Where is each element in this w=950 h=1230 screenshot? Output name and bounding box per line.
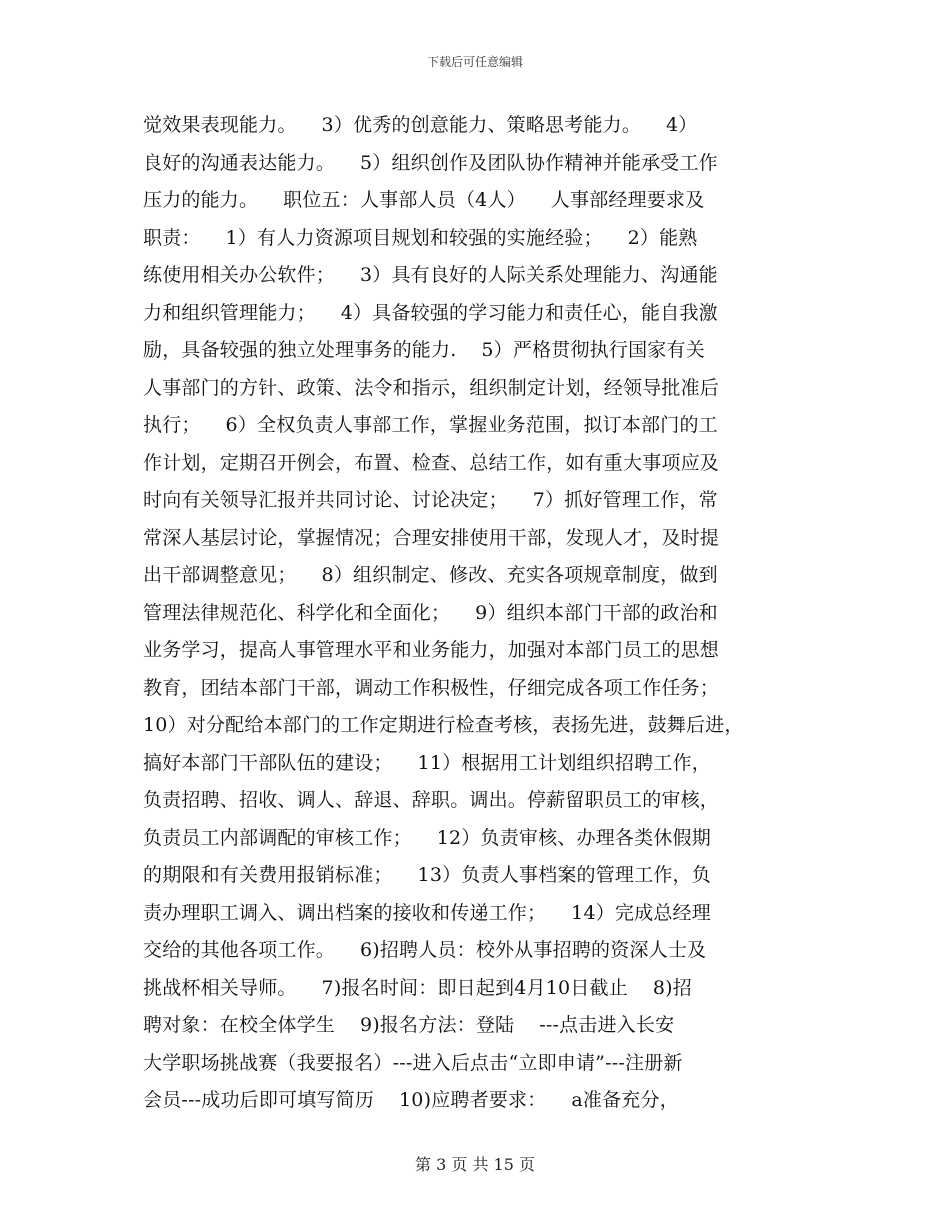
text-line: 良好的沟通表达能力。 5）组织创作及团队协作精神并能承受工作: [143, 151, 718, 174]
text-line: 会员---成功后即可填写简历 10)应聘者要求： a准备充分，: [143, 1089, 679, 1111]
text-line: 责办理职工调入、调出档案的接收和传递工作； 14）完成总经理: [143, 901, 711, 924]
text-line: 业务学习，提高人事管理水平和业务能力，加强对本部门员工的思想: [143, 639, 720, 661]
text-line: 挑战杯相关导师。 7)报名时间：即日起到4月10日截止 8)招: [143, 976, 692, 999]
text-line: 力和组织管理能力； 4）具备较强的学习能力和责任心，能自我激: [143, 301, 718, 324]
text-line: 觉效果表现能力。 3）优秀的创意能力、策略思考能力。 4）: [143, 114, 698, 136]
document-body: [143, 107, 833, 1120]
text-line: 出干部调整意见； 8）组织制定、修改、充实各项规章制度，做到: [143, 564, 718, 586]
page-header: 下载后可任意编辑: [426, 55, 523, 69]
text-line: 交给的其他各项工作。 6)招聘人员：校外从事招聘的资深人士及: [143, 939, 707, 961]
text-line: 人事部门的方针、政策、法令和指示，组织制定计划，经领导批准后: [143, 376, 720, 399]
text-line: 教育，团结本部门干部，调动工作积极性，仔细完成各项工作任务；: [143, 676, 720, 699]
text-line: 执行； 6）全权负责人事部工作，掌握业务范围，拟订本部门的工: [143, 414, 718, 436]
text-line: 作计划，定期召开例会，布置、检查、总结工作，如有重大事项应及: [143, 451, 720, 474]
text-line: 负责招聘、招收、调人、辞退、辞职。调出。停薪留职员工的审核，: [143, 789, 720, 811]
text-line: 职责： 1）有人力资源项目规划和较强的实施经验； 2）能熟: [143, 226, 698, 249]
text-line: 管理法律规范化、科学化和全面化； 9）组织本部门干部的政治和: [143, 601, 718, 624]
text-line: 压力的能力。 职位五：人事部人员（4人） 人事部经理要求及: [143, 189, 705, 211]
text-line: 10）对分配给本部门的工作定期进行检查考核，表扬先进，鼓舞后进，: [143, 714, 744, 736]
text-line: 练使用相关办公软件； 3）具有良好的人际关系处理能力、沟通能: [143, 264, 718, 286]
page-number-footer: 第 3 页 共 15 页: [415, 1155, 535, 1174]
text-line: 聘对象：在校全体学生 9)报名方法：登陆 ---点击进入长安: [143, 1014, 675, 1036]
text-line: 的期限和有关费用报销标准； 13）负责人事档案的管理工作，负: [143, 864, 711, 886]
text-line: 时向有关领导汇报并共同讨论、讨论决定； 7）抓好管理工作，常: [143, 489, 718, 511]
text-line: 常深人基层讨论，掌握情况；合理安排使用干部，发现人才，及时提: [143, 526, 720, 549]
text-line: 搞好本部门干部队伍的建设； 11）根据用工计划组织招聘工作，: [143, 751, 711, 774]
text-line: 负责员工内部调配的审核工作； 12）负责审核、办理各类休假期: [143, 826, 711, 849]
text-line: 励，具备较强的独立处理事务的能力. 5）严格贯彻执行国家有关: [143, 339, 705, 361]
text-line: 大学职场挑战赛（我要报名）---进入后点击“立即申请”---注册新: [143, 1051, 683, 1074]
